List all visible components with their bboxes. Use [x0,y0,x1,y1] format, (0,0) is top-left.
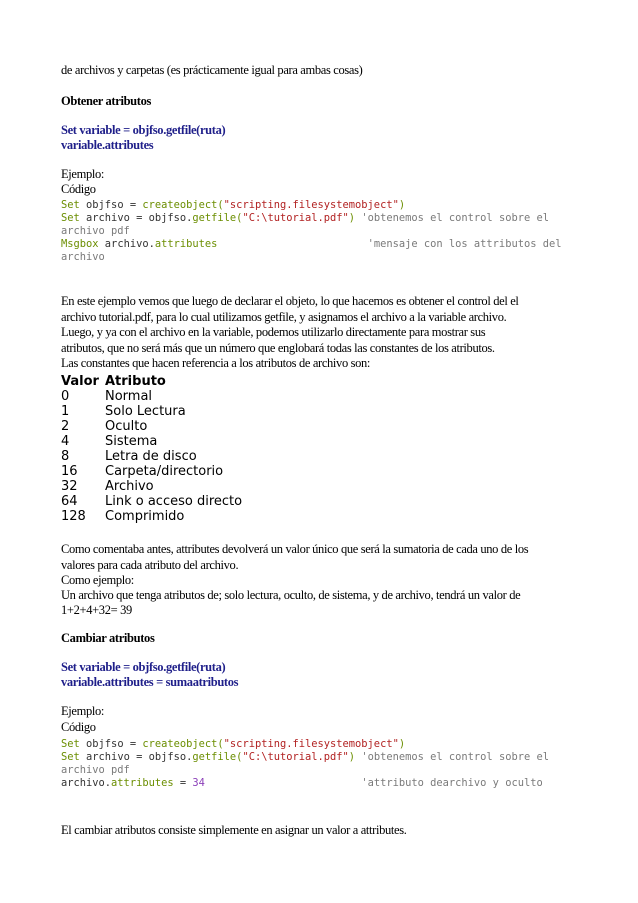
table-row [61,404,242,419]
table-cell-value: 4 [61,434,70,449]
table-cell-value: 1 [61,404,70,419]
table-cell-value: 8 [61,449,70,464]
code-string: "C:\tutorial.pdf" [242,212,349,224]
table-header-value: Valor [61,374,99,389]
table-cell-value: 32 [61,479,78,494]
code-text: archivo = objfso. [79,212,193,224]
table-row [61,449,242,464]
code-comment: archivo pdf [61,764,130,776]
table-cell-attribute: Sistema [105,434,158,449]
code-comment: archivo pdf [61,225,130,237]
syntax-line: Set variable = objfso.getfile(ruta) [61,123,226,137]
table-cell-attribute: Comprimido [105,509,185,524]
code-keyword: Set [61,738,80,750]
section-heading-get-attributes: Obtener atributos [61,94,151,108]
table-header-attribute: Atributo [105,374,166,389]
code-string: "scripting.filesystemobject" [223,738,399,750]
code-line [61,777,549,790]
paragraph-line: 1+2+4+32= 39 [61,603,132,617]
code-comment: 'mensaje con los attributos del [367,238,562,250]
code-function: createobject( [142,738,224,750]
code-line [61,251,562,264]
code-string: "C:\tutorial.pdf" [242,751,349,763]
code-label: Código [61,720,96,734]
syntax-line: variable.attributes = sumaatributos [61,675,239,689]
table-cell-attribute: Link o acceso directo [105,494,243,509]
closing-line: El cambiar atributos consiste simplemente en asignar un valor a attributes. [61,823,407,837]
paragraph-line: Luego, y ya con el archivo en la variable, podemos utilizarlo directamente para mostrar sus [61,325,486,339]
code-paren: ) [348,751,356,763]
table-cell-attribute: Archivo [105,479,154,494]
code-text: objfso = [79,738,143,750]
paragraph-line: En este ejemplo vemos que luego de declarar el objeto, lo que hacemos es obtener el control del el [61,294,519,308]
code-line [61,212,562,225]
table-row [61,419,242,434]
code-line [61,225,562,238]
code-line [61,738,549,751]
code-comment: 'attributo dearchivo y oculto [361,777,543,789]
paragraph-line: valores para cada atributo del archivo. [61,558,239,572]
paragraph-line: archivo tutorial.pdf, para lo cual utilizamos getfile, y asignamos el archivo a la variable archivo. [61,310,507,324]
table-cell-value: 64 [61,494,78,509]
paragraph-line: Las constantes que hacen referencia a los atributos de archivo son: [61,356,371,370]
code-paren: ) [398,199,406,211]
code-line [61,751,549,764]
paragraph-line: Un archivo que tenga atributos de; solo lectura, oculto, de sistema, y de archivo, tendrá un valor de [61,588,521,602]
table-cell-attribute: Oculto [105,419,148,434]
code-comment: archivo [61,251,105,263]
code-string: "scripting.filesystemobject" [223,199,399,211]
code-property: attributes [111,777,174,789]
table-row [61,464,242,479]
code-number: 34 [192,777,205,789]
code-function: getfile( [192,751,243,763]
code-text: archivo. [98,238,155,250]
code-text: = [173,777,193,789]
code-paren: ) [348,212,356,224]
code-comment: 'obtenemos el control sobre el [355,212,549,224]
code-text: objfso = [79,199,143,211]
paragraph-line: Como ejemplo: [61,573,134,587]
example-label: Ejemplo: [61,167,105,181]
syntax-line: variable.attributes [61,138,154,152]
table-row [61,509,242,524]
table-cell-attribute: Normal [105,389,153,404]
code-keyword: Set [61,212,80,224]
section-heading-change-attributes: Cambiar atributos [61,631,155,645]
table-cell-attribute: Letra de disco [105,449,197,464]
table-cell-attribute: Solo Lectura [105,404,186,419]
code-property: attributes [154,238,218,250]
table-row [61,389,242,404]
paragraph-line: atributos, que no será más que un número que englobará todas las constantes de los atributos. [61,341,495,355]
syntax-line: Set variable = objfso.getfile(ruta) [61,660,226,674]
code-line [61,199,562,212]
code-function: getfile( [192,212,243,224]
code-label: Código [61,182,96,196]
intro-line: de archivos y carpetas (es prácticamente igual para ambas cosas) [61,63,363,77]
table-row [61,494,242,509]
code-keyword: Set [61,199,80,211]
code-block-get [61,199,562,264]
code-paren: ) [398,738,406,750]
paragraph-line: Como comentaba antes, attributes devolverá un valor único que será la sumatoria de cada uno de los [61,542,529,556]
code-text: archivo. [61,777,112,789]
attributes-table [61,374,242,524]
code-keyword: Set [61,751,80,763]
code-block-set [61,738,549,790]
table-row [61,479,242,494]
table-header-row [61,374,242,389]
code-padding [217,238,367,250]
table-cell-value: 16 [61,464,78,479]
table-row [61,434,242,449]
table-cell-value: 0 [61,389,70,404]
code-line [61,764,549,777]
example-label: Ejemplo: [61,704,105,718]
table-cell-value: 2 [61,419,70,434]
code-line [61,238,562,251]
table-cell-value: 128 [61,509,86,524]
code-function: createobject( [142,199,224,211]
table-cell-attribute: Carpeta/directorio [105,464,224,479]
code-comment: 'obtenemos el control sobre el [355,751,549,763]
code-keyword: Msgbox [61,238,99,250]
code-padding [205,777,361,789]
code-text: archivo = objfso. [79,751,193,763]
